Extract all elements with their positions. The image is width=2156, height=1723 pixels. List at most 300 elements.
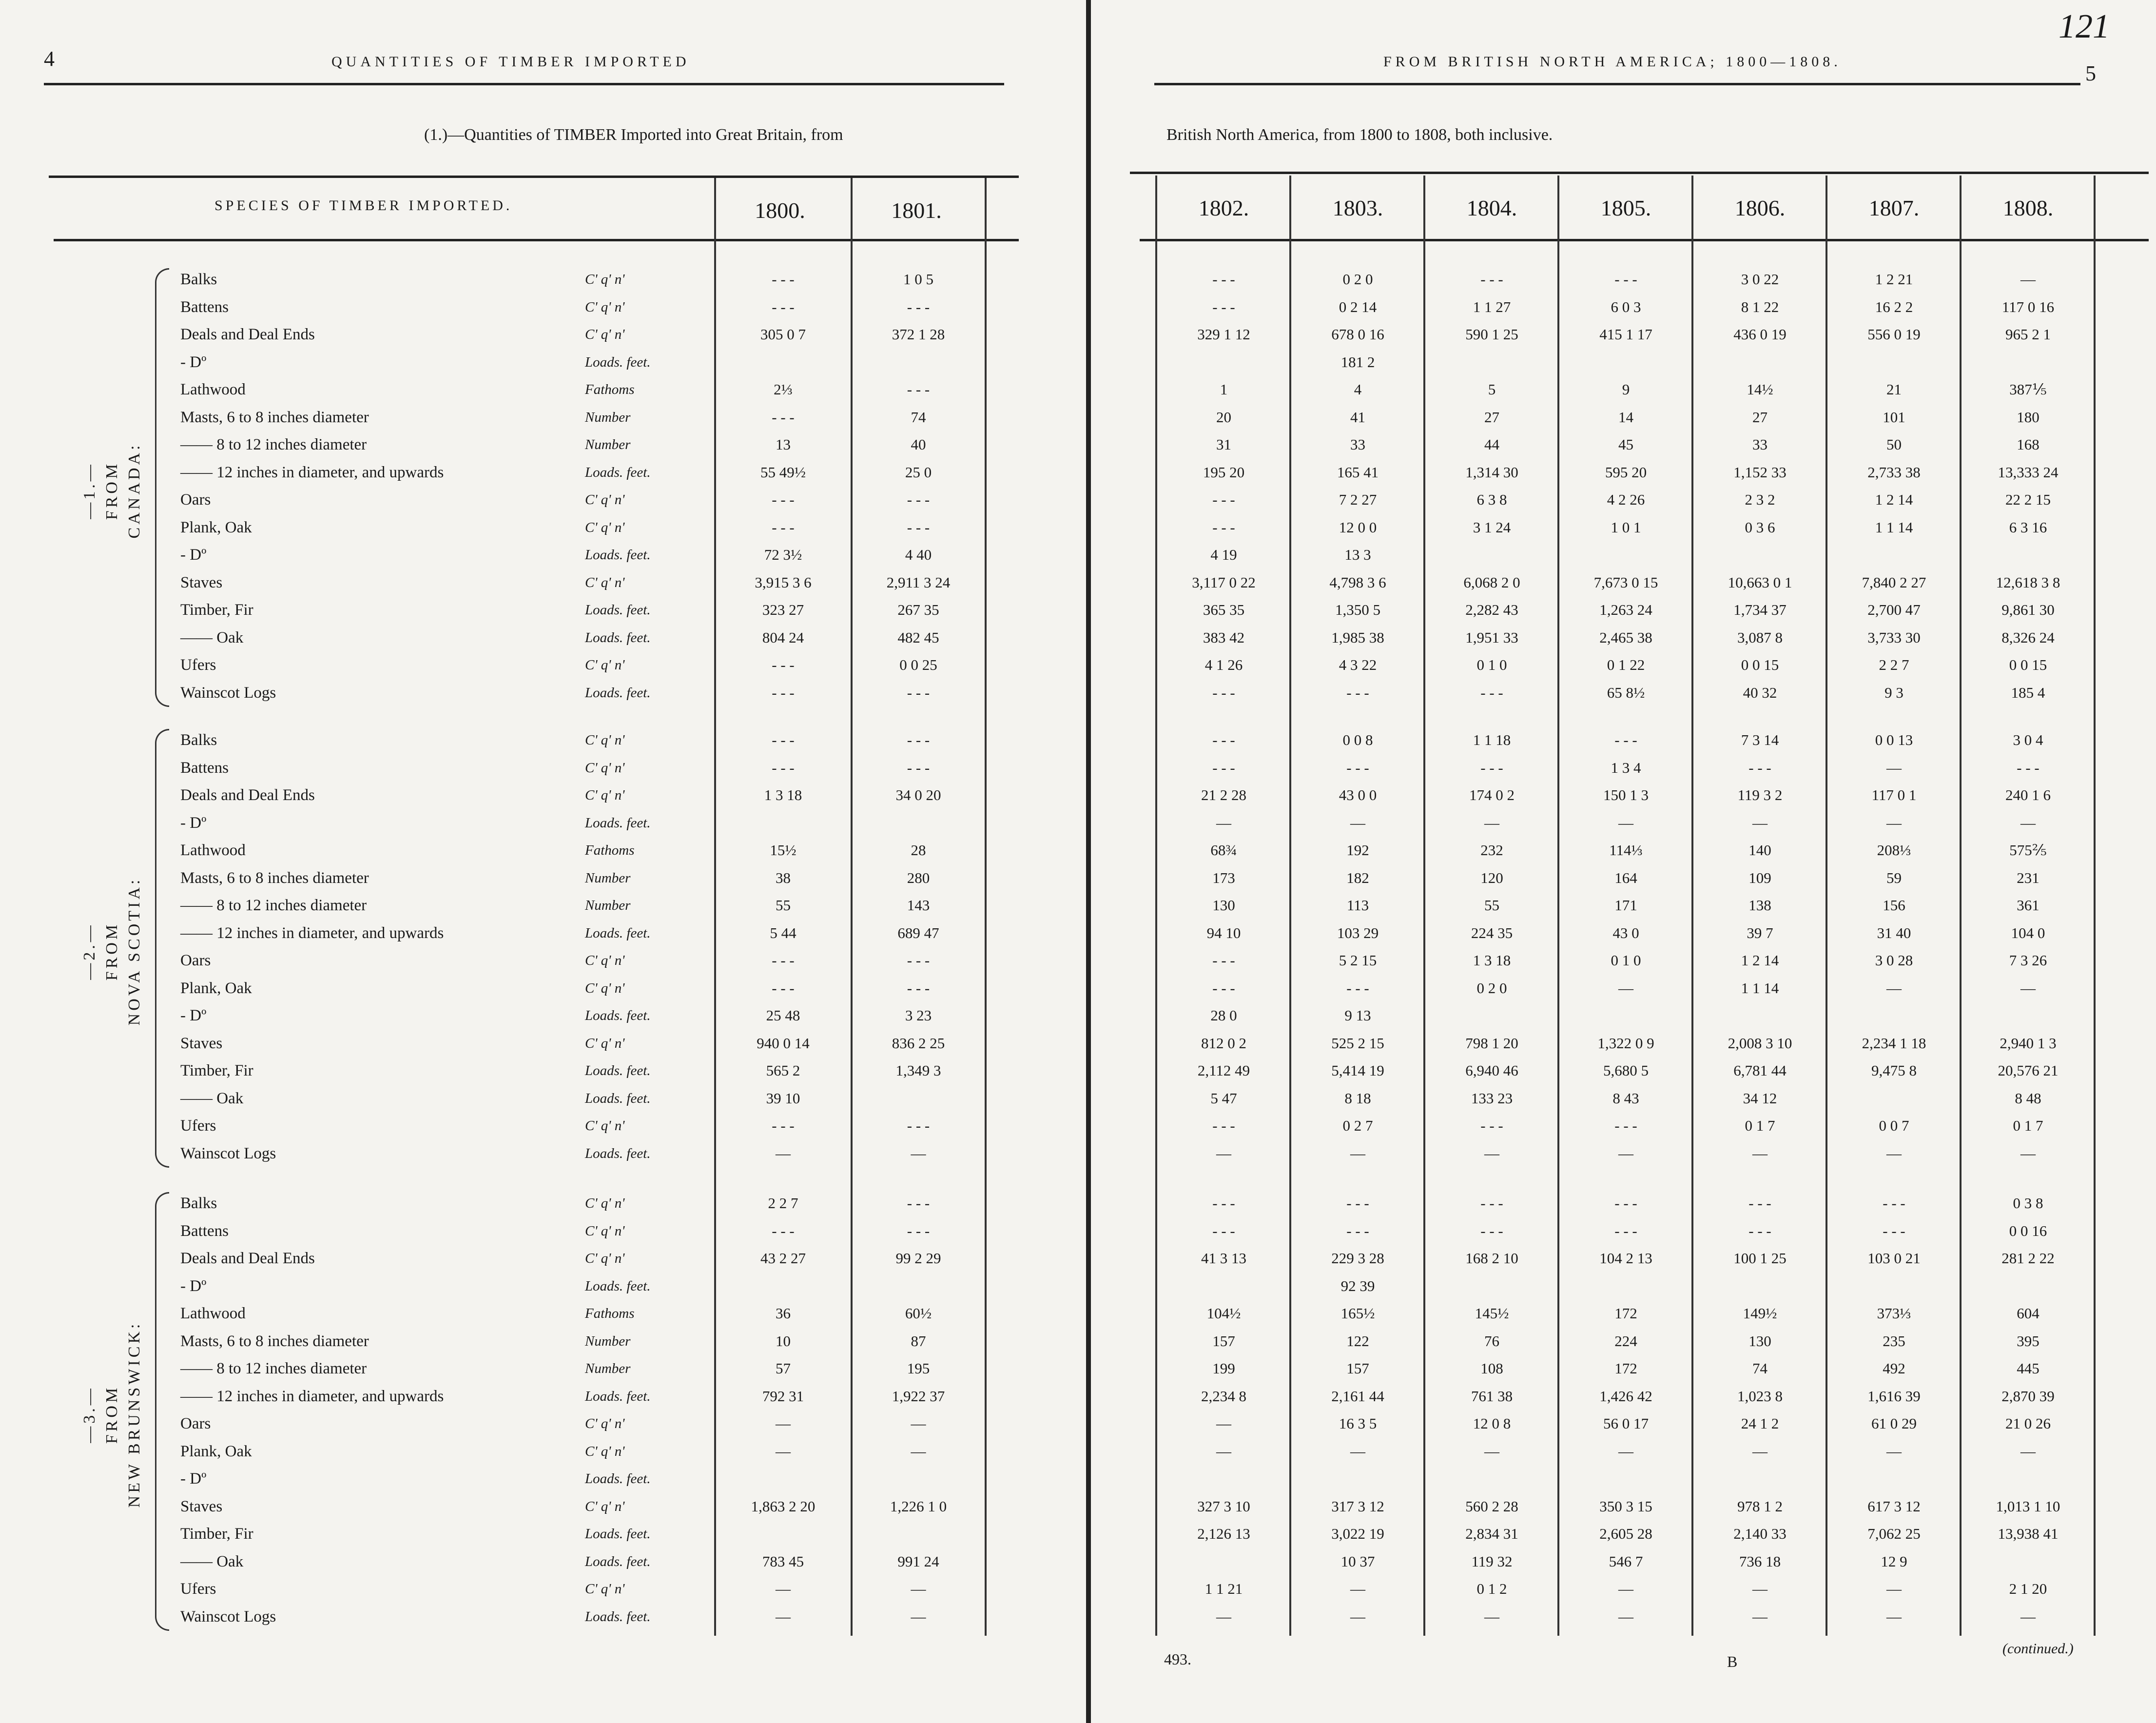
data-cell: 783 45: [762, 1552, 804, 1570]
data-cell: 108: [1480, 1360, 1503, 1377]
data-cell: 2,234 1 18: [1862, 1034, 1926, 1052]
unit-label: Number: [585, 437, 631, 452]
data-cell: —: [1484, 1144, 1499, 1162]
data-cell: 43 0 0: [1339, 786, 1377, 803]
species-name: - Dº: [180, 1277, 207, 1295]
data-cell: 0 2 14: [1339, 298, 1377, 315]
data-cell: 7,840 2 27: [1862, 573, 1926, 591]
data-cell: 168: [2017, 436, 2039, 453]
year-header: 1804.: [1466, 196, 1517, 220]
data-cell: 10: [776, 1332, 791, 1350]
data-cell: —: [1886, 814, 1902, 831]
data-cell: —: [776, 1580, 791, 1597]
species-name: Oars: [180, 952, 211, 969]
unit-label: Loads. feet.: [585, 1553, 651, 1569]
data-cell: —: [1484, 814, 1499, 831]
data-cell: 2,700 47: [1867, 601, 1921, 618]
data-cell: 145½: [1475, 1305, 1509, 1322]
data-cell: - - -: [907, 518, 930, 536]
data-cell: —: [1886, 1607, 1902, 1625]
unit-label: Fathoms: [585, 382, 635, 397]
data-cell: 0 0 16: [2009, 1222, 2047, 1239]
unit-label: Loads. feet.: [585, 1388, 651, 1404]
data-cell: - - -: [1212, 491, 1235, 508]
data-cell: 4 2 26: [1607, 491, 1645, 508]
data-cell: - - -: [907, 684, 930, 701]
unit-label: Loads. feet.: [585, 1608, 651, 1625]
data-cell: - - -: [907, 952, 930, 969]
data-cell: 41 3 13: [1201, 1250, 1246, 1267]
data-cell: —: [2020, 979, 2036, 997]
species-name: Timber, Fir: [180, 1525, 253, 1543]
data-cell: 22 2 15: [2005, 491, 2051, 508]
data-cell: 1,314 30: [1465, 463, 1518, 481]
data-cell: 40 32: [1743, 684, 1777, 701]
data-cell: 590 1 25: [1465, 326, 1518, 343]
data-cell: 55 49½: [760, 463, 806, 481]
data-cell: —: [911, 1607, 926, 1625]
data-cell: 323 27: [762, 601, 804, 618]
data-cell: 0 1 7: [1745, 1117, 1775, 1134]
right-caption: British North America, from 1800 to 1808, both inclusive.: [1166, 126, 1553, 144]
species-name: Ufers: [180, 1117, 216, 1135]
section-label-number: —3.—: [80, 1386, 98, 1443]
data-cell: 5,680 5: [1603, 1062, 1649, 1079]
data-cell: 1 1 14: [1741, 979, 1779, 997]
data-cell: 5 2 15: [1339, 952, 1377, 969]
data-cell: 1,152 33: [1733, 463, 1787, 481]
species-name: Wainscot Logs: [180, 1607, 276, 1625]
data-cell: 280: [907, 869, 930, 886]
data-cell: 4 19: [1210, 546, 1237, 563]
unit-label: Number: [585, 1333, 631, 1349]
left-header-rule-top: [49, 176, 1019, 178]
data-cell: 28: [911, 842, 926, 859]
data-cell: 16 3 5: [1339, 1415, 1377, 1432]
data-cell: —: [2020, 271, 2036, 288]
data-cell: 109: [1748, 869, 1771, 886]
right-running-head: FROM BRITISH NORTH AMERICA; 1800—1808.: [1383, 54, 1842, 70]
data-cell: 1 0 1: [1611, 518, 1641, 536]
data-cell: - - -: [907, 1194, 930, 1212]
data-cell: 1,616 39: [1867, 1387, 1921, 1405]
data-cell: 94 10: [1206, 924, 1241, 941]
data-cell: 0 1 22: [1607, 656, 1645, 673]
data-cell: 1,322 0 9: [1597, 1034, 1654, 1052]
data-cell: 281 2 22: [2001, 1250, 2055, 1267]
data-cell: 482 45: [897, 628, 939, 646]
data-cell: 117 0 16: [2001, 298, 2055, 315]
data-cell: —: [1216, 814, 1231, 831]
data-cell: 182: [1346, 869, 1369, 886]
right-page: [1091, 0, 2156, 1723]
data-cell: 8 18: [1344, 1089, 1371, 1107]
data-cell: 5 47: [1210, 1089, 1237, 1107]
year-header: 1806.: [1734, 196, 1786, 220]
data-cell: - - -: [907, 298, 930, 315]
data-cell: 595 20: [1605, 463, 1647, 481]
data-cell: 1 1 21: [1204, 1580, 1243, 1597]
data-cell: 114⅓: [1609, 842, 1643, 859]
data-cell: 1 2 14: [1875, 491, 1913, 508]
data-cell: 117 0 1: [1871, 786, 1917, 803]
data-cell: 76: [1484, 1332, 1499, 1350]
data-cell: 21 0 26: [2005, 1415, 2051, 1432]
data-cell: - - -: [1346, 1222, 1369, 1239]
unit-label: Loads. feet.: [585, 1008, 651, 1023]
data-cell: 56 0 17: [1603, 1415, 1649, 1432]
data-cell: - - -: [907, 979, 930, 997]
data-cell: 72 3½: [764, 546, 802, 563]
unit-label: Loads. feet.: [585, 1278, 651, 1294]
data-cell: 43 2 27: [760, 1250, 806, 1267]
data-cell: 150 1 3: [1603, 786, 1649, 803]
data-cell: 5 44: [770, 924, 796, 941]
data-cell: 0 2 7: [1342, 1117, 1373, 1134]
data-cell: 7,062 25: [1867, 1525, 1921, 1542]
data-cell: 65 8½: [1607, 684, 1645, 701]
data-cell: 8,326 24: [2001, 628, 2055, 646]
data-cell: 165½: [1340, 1305, 1375, 1322]
data-cell: - - -: [772, 408, 795, 426]
data-cell: 16 2 2: [1875, 298, 1913, 315]
data-cell: 100 1 25: [1733, 1250, 1787, 1267]
unit-label: Loads. feet.: [585, 815, 651, 831]
data-cell: - - -: [772, 1222, 795, 1239]
data-cell: 55: [776, 897, 791, 914]
data-cell: 556 0 19: [1867, 326, 1921, 343]
data-cell: - - -: [1212, 298, 1235, 315]
data-cell: —: [911, 1144, 926, 1162]
species-name: - Dº: [180, 546, 207, 564]
data-cell: 122: [1346, 1332, 1369, 1350]
data-cell: —: [1752, 814, 1768, 831]
data-cell: 21 2 28: [1201, 786, 1246, 803]
data-cell: 59: [1886, 869, 1902, 886]
data-cell: 13: [776, 436, 791, 453]
data-cell: —: [1216, 1415, 1231, 1432]
data-cell: 60½: [905, 1305, 932, 1322]
data-cell: 361: [2017, 897, 2039, 914]
data-cell: 12 0 0: [1339, 518, 1377, 536]
data-cell: 104½: [1206, 1305, 1241, 1322]
species-header: SPECIES OF TIMBER IMPORTED.: [214, 197, 513, 214]
data-cell: 4 3 22: [1339, 656, 1377, 673]
section-label-place: NOVA SCOTIA:: [125, 877, 143, 1026]
data-cell: - - -: [1614, 1222, 1637, 1239]
data-cell: 2,008 3 10: [1728, 1034, 1792, 1052]
data-cell: 1 1 27: [1473, 298, 1511, 315]
data-cell: 10 37: [1340, 1552, 1375, 1570]
data-cell: - - -: [1212, 684, 1235, 701]
data-cell: —: [2020, 1607, 2036, 1625]
data-cell: 3 1 24: [1473, 518, 1511, 536]
data-cell: - - -: [907, 731, 930, 748]
unit-label: C' q' n': [585, 657, 625, 673]
species-name: Plank, Oak: [180, 979, 252, 997]
unit-label: C' q' n': [585, 732, 625, 748]
data-cell: 1 3 4: [1611, 759, 1641, 776]
data-cell: 3,915 3 6: [755, 573, 812, 591]
data-cell: - - -: [907, 381, 930, 398]
data-cell: 373⅓: [1877, 1305, 1911, 1322]
data-cell: 2,282 43: [1465, 601, 1518, 618]
species-name: Lathwood: [180, 381, 246, 398]
data-cell: 119 3 2: [1737, 786, 1783, 803]
unit-label: Loads. feet.: [585, 464, 651, 480]
data-cell: 798 1 20: [1465, 1034, 1518, 1052]
unit-label: C' q' n': [585, 299, 625, 315]
species-name: - Dº: [180, 353, 207, 371]
data-cell: 0 1 7: [2013, 1117, 2043, 1134]
data-cell: - - -: [772, 731, 795, 748]
data-cell: —: [776, 1442, 791, 1460]
data-cell: 20: [1216, 408, 1231, 426]
species-name: —— Oak: [180, 1552, 244, 1570]
data-cell: —: [1752, 1144, 1768, 1162]
species-name: Ufers: [180, 1580, 216, 1598]
species-name: —— 8 to 12 inches diameter: [180, 897, 367, 914]
data-cell: 99 2 29: [895, 1250, 941, 1267]
data-cell: 1 2 21: [1875, 271, 1913, 288]
data-cell: 24 1 2: [1741, 1415, 1779, 1432]
left-header-rule-bottom: [54, 239, 1019, 241]
data-cell: - - -: [907, 759, 930, 776]
data-cell: 560 2 28: [1465, 1497, 1518, 1515]
data-cell: - - -: [1212, 731, 1235, 748]
section-brace: [155, 729, 169, 1168]
data-cell: 3 0 28: [1875, 952, 1913, 969]
data-cell: - - -: [1748, 1194, 1771, 1212]
data-cell: - - -: [772, 518, 795, 536]
species-name: Ufers: [180, 656, 216, 674]
species-name: Battens: [180, 759, 229, 777]
data-cell: 192: [1346, 842, 1369, 859]
data-cell: 492: [1883, 1360, 1905, 1377]
section-brace: [155, 1192, 169, 1631]
species-name: Wainscot Logs: [180, 684, 276, 702]
unit-label: C' q' n': [585, 1443, 625, 1459]
data-cell: —: [776, 1415, 791, 1432]
data-cell: 1,922 37: [892, 1387, 945, 1405]
data-cell: 174 0 2: [1469, 786, 1515, 803]
data-cell: 1 1 14: [1875, 518, 1913, 536]
data-cell: - - -: [772, 491, 795, 508]
data-cell: 445: [2017, 1360, 2039, 1377]
data-cell: 120: [1480, 869, 1503, 886]
year-header: 1805.: [1600, 196, 1651, 220]
section-label: [78, 1194, 146, 1635]
unit-label: C' q' n': [585, 1416, 625, 1431]
data-cell: —: [776, 1607, 791, 1625]
data-cell: 181 2: [1340, 353, 1375, 371]
data-cell: - - -: [1614, 271, 1637, 288]
data-cell: 74: [1752, 1360, 1768, 1377]
data-cell: 812 0 2: [1201, 1034, 1246, 1052]
data-cell: 991 24: [897, 1552, 939, 1570]
data-cell: 224 35: [1471, 924, 1513, 941]
column-rule: [985, 178, 987, 1636]
data-cell: - - -: [907, 1117, 930, 1134]
data-cell: - - -: [1480, 759, 1503, 776]
data-cell: 2,465 38: [1599, 628, 1652, 646]
data-cell: 172: [1614, 1360, 1637, 1377]
data-cell: - - -: [1212, 1194, 1235, 1212]
data-cell: 34 12: [1743, 1089, 1777, 1107]
species-name: Masts, 6 to 8 inches diameter: [180, 408, 369, 426]
data-cell: 232: [1480, 842, 1503, 859]
data-cell: 4 1 26: [1204, 656, 1243, 673]
data-cell: - - -: [1346, 759, 1369, 776]
unit-label: C' q' n': [585, 760, 625, 776]
data-cell: 21: [1886, 381, 1902, 398]
data-cell: - - -: [772, 952, 795, 969]
year-header: 1802.: [1198, 196, 1249, 220]
section-label-number: —2.—: [80, 922, 98, 980]
data-cell: 1 2 14: [1741, 952, 1779, 969]
data-cell: 1,951 33: [1465, 628, 1518, 646]
data-cell: 1 0 5: [903, 271, 933, 288]
data-cell: —: [1216, 1607, 1231, 1625]
section-label-place: NEW BRUNSWICK:: [125, 1321, 143, 1508]
data-cell: 143: [907, 897, 930, 914]
data-cell: 156: [1883, 897, 1905, 914]
unit-label: C' q' n': [585, 492, 625, 508]
unit-label: Loads. feet.: [585, 1090, 651, 1106]
data-cell: 33: [1752, 436, 1768, 453]
data-cell: 12 9: [1881, 1552, 1907, 1570]
data-cell: 2,161 44: [1331, 1387, 1384, 1405]
unit-label: Loads. feet.: [585, 1526, 651, 1542]
data-cell: 130: [1748, 1332, 1771, 1350]
data-cell: 1,226 1 0: [890, 1497, 947, 1515]
data-cell: - - -: [772, 656, 795, 673]
data-cell: 525 2 15: [1331, 1034, 1384, 1052]
species-name: Deals and Deal Ends: [180, 786, 315, 804]
unit-label: C' q' n': [585, 327, 625, 342]
data-cell: 2,605 28: [1599, 1525, 1652, 1542]
data-cell: —: [1752, 1607, 1768, 1625]
data-cell: 199: [1212, 1360, 1235, 1377]
data-cell: 138: [1748, 897, 1771, 914]
data-cell: 6 0 3: [1611, 298, 1641, 315]
footer-mark: B: [1727, 1653, 1738, 1670]
data-cell: 6,940 46: [1465, 1062, 1518, 1079]
unit-label: C' q' n': [585, 272, 625, 287]
data-cell: 0 0 8: [1342, 731, 1373, 748]
data-cell: - - -: [1748, 1222, 1771, 1239]
unit-label: C' q' n': [585, 980, 625, 996]
data-cell: 1,350 5: [1335, 601, 1380, 618]
continued-note: (continued.): [2002, 1641, 2074, 1657]
data-cell: - - -: [772, 684, 795, 701]
left-caption: (1.)—Quantities of TIMBER Imported into Great Britain, from: [424, 126, 843, 144]
species-name: Balks: [180, 271, 217, 288]
data-cell: 39 10: [766, 1089, 800, 1107]
data-cell: 0 0 25: [899, 656, 937, 673]
data-cell: 2 2 7: [768, 1194, 798, 1212]
data-cell: - - -: [1346, 979, 1369, 997]
data-cell: 235: [1883, 1332, 1905, 1350]
left-page-number: 4: [44, 47, 55, 71]
unit-label: Number: [585, 898, 631, 913]
data-cell: 2,112 49: [1197, 1062, 1250, 1079]
unit-label: Number: [585, 870, 631, 886]
data-cell: 28 0: [1210, 1007, 1237, 1024]
data-cell: 2,733 38: [1867, 463, 1921, 481]
data-cell: 761 38: [1471, 1387, 1513, 1405]
data-cell: 2,940 1 3: [2000, 1034, 2057, 1052]
data-cell: 0 2 0: [1476, 979, 1507, 997]
species-name: - Dº: [180, 1007, 207, 1024]
section-brace: [155, 268, 169, 707]
data-cell: 978 1 2: [1737, 1497, 1783, 1515]
data-cell: 0 0 13: [1875, 731, 1913, 748]
section-label-from: FROM: [103, 1385, 121, 1444]
data-cell: 130: [1212, 897, 1235, 914]
data-cell: —: [1350, 1580, 1365, 1597]
data-cell: 15½: [770, 842, 796, 859]
species-name: Battens: [180, 1222, 229, 1240]
data-cell: 43 0: [1612, 924, 1639, 941]
data-cell: 10,663 0 1: [1728, 573, 1792, 591]
species-name: Staves: [180, 1497, 223, 1515]
data-cell: 13,333 24: [1998, 463, 2059, 481]
data-cell: —: [1886, 1144, 1902, 1162]
data-cell: —: [1484, 1442, 1499, 1460]
book-gutter: [1086, 0, 1091, 1723]
data-cell: 2 1 20: [2009, 1580, 2047, 1597]
data-cell: —: [1618, 814, 1633, 831]
section-label-from: FROM: [103, 461, 121, 520]
data-cell: —: [911, 1580, 926, 1597]
species-name: Staves: [180, 573, 223, 591]
data-cell: —: [2020, 1442, 2036, 1460]
data-cell: 940 0 14: [757, 1034, 810, 1052]
data-cell: 4,798 3 6: [1329, 573, 1386, 591]
species-name: Battens: [180, 298, 229, 316]
unit-label: Loads. feet.: [585, 629, 651, 646]
data-cell: 224: [1614, 1332, 1637, 1350]
data-cell: 2,234 8: [1201, 1387, 1246, 1405]
species-name: —— Oak: [180, 628, 244, 646]
data-cell: 12 0 8: [1473, 1415, 1511, 1432]
data-cell: - - -: [1346, 684, 1369, 701]
data-cell: 195: [907, 1360, 930, 1377]
data-cell: 92 39: [1340, 1277, 1375, 1294]
unit-label: Loads. feet.: [585, 602, 651, 618]
data-cell: - - -: [1480, 1194, 1503, 1212]
year-header: 1801.: [891, 198, 942, 223]
unit-label: C' q' n': [585, 574, 625, 590]
data-cell: 172: [1614, 1305, 1637, 1322]
data-cell: 4 40: [905, 546, 932, 563]
data-cell: 1,349 3: [895, 1062, 941, 1079]
unit-label: Loads. feet.: [585, 1063, 651, 1078]
data-cell: 33: [1350, 436, 1365, 453]
data-cell: 113: [1346, 897, 1369, 914]
data-cell: —: [1886, 979, 1902, 997]
data-cell: 103 0 21: [1867, 1250, 1921, 1267]
data-cell: 44: [1484, 436, 1499, 453]
species-name: Wainscot Logs: [180, 1144, 276, 1162]
unit-label: C' q' n': [585, 519, 625, 535]
data-cell: —: [1752, 1442, 1768, 1460]
species-name: Timber, Fir: [180, 601, 253, 619]
data-cell: 61 0 29: [1871, 1415, 1917, 1432]
data-cell: - - -: [1480, 271, 1503, 288]
data-cell: 8 48: [2015, 1089, 2041, 1107]
